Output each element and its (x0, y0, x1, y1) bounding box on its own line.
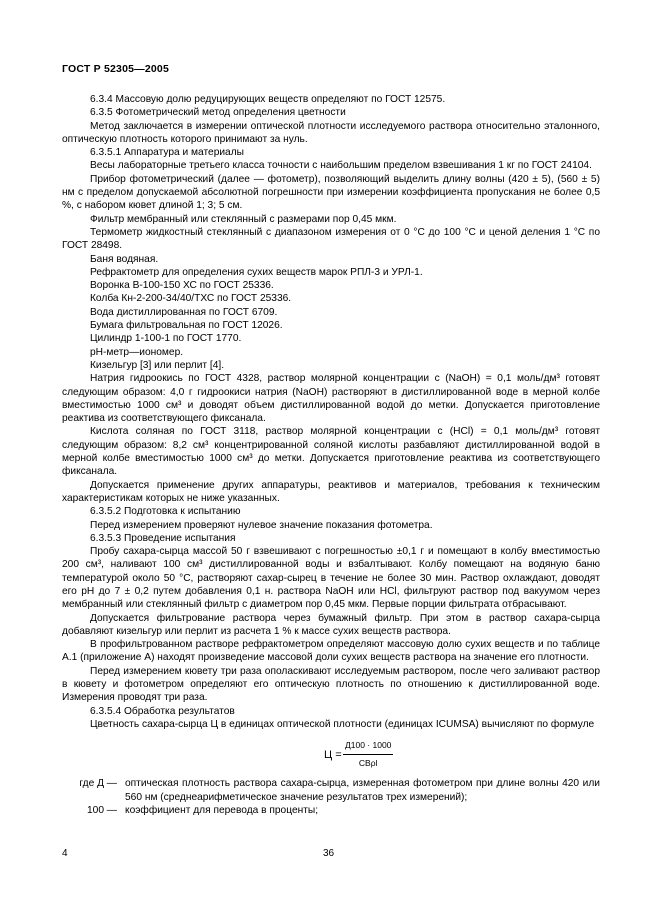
definition-row (62, 804, 600, 817)
paragraph: Кизельгур [3] или перлит [4]. (90, 359, 225, 371)
paragraph: рН-метр—иономер. (90, 346, 184, 358)
page-number-left: 4 (62, 848, 68, 859)
paragraph: Натрия гидроокись по ГОСТ 4328, раствор молярной концентрации с (NaOH) = 0,1 моль/дм³ готовят следующим образом: 4,0 г гидроокиси натрия (NaOH) растворяют в дистиллированной воде в мерной колбе вместимостью 1000 см³ и доводят объем дистиллированной водой до метки. Допускается приготовление реактива из соответствующего фиксанала. (62, 373, 600, 425)
paragraph: Вода дистиллированная по ГОСТ 6709. (90, 306, 278, 318)
paragraph: Цилиндр 1-100-1 по ГОСТ 1770. (90, 333, 242, 345)
document-body (62, 93, 600, 817)
paragraph: Допускается применение других аппаратуры, реактивов и материалов, требования к техническим характеристикам которых не ниже указанных. (62, 479, 600, 504)
definition-text: оптическая плотность раствора сахара-сырца, измеренная фотометром при длине волны 420 или 560 нм (среднеарифметическое значение результатов трех измерений); (125, 778, 600, 803)
paragraph: Баня водяная. (90, 253, 159, 265)
paragraph: Перед измерением кювету три раза ополаскивают исследуемым раствором, после чего заливают раствор в кювету и фотометром определяют его оптическую плотность по отношению к дистиллированной воде. Измерения проводят три раза. (62, 665, 600, 704)
paragraph: Бумага фильтровальная по ГОСТ 12026. (90, 320, 283, 332)
paragraph: Прибор фотометрический (далее — фотометр), позволяющий выделить длину волны (420 ± 5), (560 ± 5) нм с пределом допускаемой абсолютной погрешности при измерении коэффициента пропускания не более 0,5 %, с набором кювет длиной 1; 3; 5 см. (62, 173, 600, 212)
definition-term: 100 — (86, 804, 117, 816)
paragraph: Воронка В-100-150 ХС по ГОСТ 25336. (90, 280, 274, 292)
formula-lhs: Ц = (324, 749, 342, 762)
paragraph: Пробу сахара-сырца массой 50 г взвешивают с погрешностью ±0,1 г и помещают в колбу вместимостью 200 см³, наливают 100 см³ дистиллированной воды и взбалтывают. Колбу помещают на водяную баню температурой около 50 °С, растворяют сахар-сырец в течение не более 30 мин. Раствор охлаждают, доводят его рН до 7 ± 0,2 путем добавления 0,1 н. раствора NaOH или HCl, фильтруют раствор под вакуумом через мембранный или стеклянный фильтр с диаметром пор 0,45 мкм. Первые порции фильтрата отбрасывают. (62, 546, 600, 611)
paragraph: 6.3.4 Массовую долю редуцирующих веществ определяют по ГОСТ 12575. (90, 94, 446, 105)
paragraph: В профильтрованном растворе рефрактометром определяют массовую долю сухих веществ и по таблице А.1 (приложение А) находят произведение массовой доли сухих веществ раствора на значение его плотности. (62, 639, 600, 664)
paragraph: Допускается фильтрование раствора через бумажный фильтр. При этом в раствор сахара-сырца добавляют кизельгур или перлит из расчета 1 % к массе сухих веществ раствора. (62, 612, 600, 637)
definition-term: где Д — (79, 778, 117, 790)
paragraph: Кислота соляная по ГОСТ 3118, раствор молярной концентрации с (HCl) = 0,1 моль/дм³ готовят следующим образом: 8,2 см³ концентрированной соляной кислоты разбавляют дистиллированной водой в мерной колбе вместимостью 1000 см³ до метки. Допускается приготовление реактива из соответствующего фиксанала. (62, 426, 600, 478)
formula-denominator: СВρl (358, 757, 378, 768)
paragraph: 6.3.5 Фотометрический метод определения цветности (90, 107, 346, 119)
formula (62, 737, 600, 775)
formula-fraction (343, 739, 393, 770)
paragraph: Метод заключается в измерении оптической плотности исследуемого раствора относительно эталонного, оптическую плотность которого принимают за нуль. (62, 120, 600, 145)
paragraph: Фильтр мембранный или стеклянный с размерами пор 0,45 мкм. (90, 213, 397, 225)
paragraph: 6.3.5.3 Проведение испытания (90, 532, 236, 544)
formula-numerator: Д100 · 1000 (343, 739, 393, 754)
paragraph: Цветность сахара-сырца Ц в единицах оптической плотности (единицах ICUMSA) вычисляют по формуле (90, 718, 595, 730)
page-number-center: 36 (323, 848, 335, 859)
paragraph: Рефрактометр для определения сухих веществ марок РПЛ-3 и УРЛ-1. (90, 266, 423, 278)
paragraph: 6.3.5.1 Аппаратура и материалы (90, 147, 244, 159)
paragraph: Весы лабораторные третьего класса точности с наибольшим пределом взвешивания 1 кг по ГОСТ 24104. (90, 160, 592, 172)
definition-row (62, 777, 600, 804)
paragraph: Термометр жидкостный стеклянный с диапазоном измерения от 0 °С до 100 °С и ценой деления 1 °С по ГОСТ 28498. (62, 226, 600, 252)
paragraph: Перед измерением проверяют нулевое значение показания фотометра. (90, 519, 433, 531)
definition-text: коэффициент для перевода в проценты; (125, 804, 319, 816)
definitions-list (62, 777, 600, 817)
page-header: ГОСТ Р 52305—2005 (62, 63, 170, 75)
paragraph: 6.3.5.2 Подготовка к испытанию (90, 506, 241, 518)
paragraph: 6.3.5.4 Обработка результатов (90, 705, 235, 717)
paragraph: Колба Кн-2-200-34/40/ТХС по ГОСТ 25336. (90, 293, 292, 305)
